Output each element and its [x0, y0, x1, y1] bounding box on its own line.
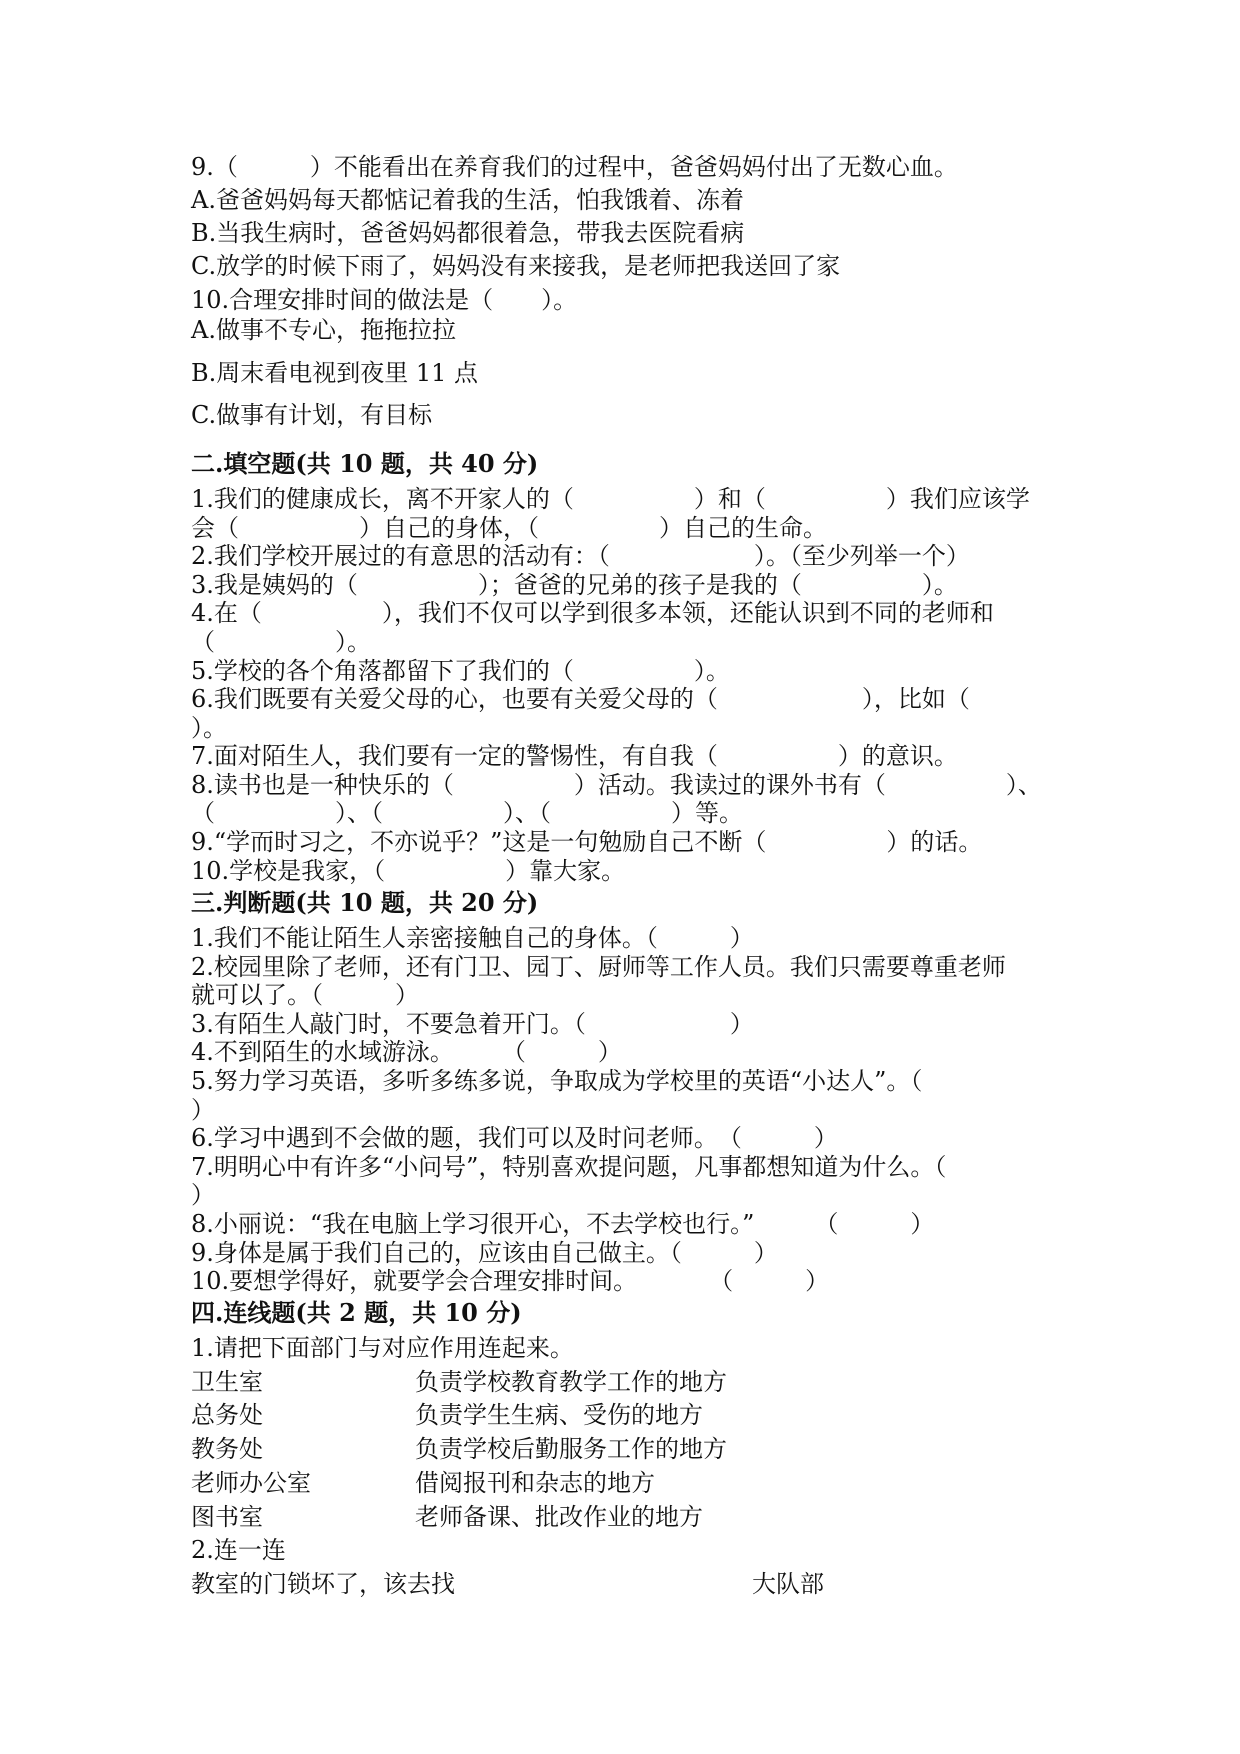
fill-line: 1.我们的健康成长，离不开家人的（ ）和（ ）我们应该学 — [191, 485, 1030, 513]
fill-line: 6.我们既要有关爱父母的心，也要有关爱父母的（ ），比如（ — [191, 685, 970, 713]
fill-line: 5.学校的各个角落都留下了我们的（ ）。 — [191, 657, 730, 685]
mc-q10-option-a: A.做事不专心，拖拖拉拉 — [191, 316, 456, 344]
judge-line: 3.有陌生人敲门时，不要急着开门。（ ） — [191, 1010, 754, 1038]
match-right-item: 负责学生生病、受伤的地方 — [415, 1401, 703, 1429]
match-right-item: 借阅报刊和杂志的地方 — [415, 1469, 655, 1497]
match-left-item: 图书室 — [191, 1503, 263, 1531]
judge-line: 7.明明心中有许多“小问号”，特别喜欢提问题，凡事都想知道为什么。（ — [191, 1153, 947, 1181]
match-left-item: 卫生室 — [191, 1368, 263, 1396]
mc-q10-option-c: C.做事有计划，有目标 — [191, 401, 433, 429]
judge-line: 1.我们不能让陌生人亲密接触自己的身体。（ ） — [191, 924, 754, 952]
fill-line: （ ）。 — [191, 628, 371, 656]
fill-line: 7.面对陌生人，我们要有一定的警惕性，有自我（ ）的意识。 — [191, 742, 958, 770]
match-q2-left-item: 教室的门锁坏了，该去找 — [191, 1570, 455, 1598]
match-q2-prompt: 2.连一连 — [191, 1536, 286, 1564]
judge-line: 6.学习中遇到不会做的题，我们可以及时问老师。 （ ） — [191, 1124, 838, 1152]
fill-line: 9.“学而时习之，不亦说乎？”这是一句勉励自己不断（ ）的话。 — [191, 828, 983, 856]
mc-q9-stem: 9.（ ）不能看出在养育我们的过程中，爸爸妈妈付出了无数心血。 — [191, 153, 958, 181]
judge-line: 就可以了。（ ） — [191, 981, 419, 1009]
judge-line: 5.努力学习英语，多听多练多说，争取成为学校里的英语“小达人”。（ — [191, 1067, 923, 1095]
judge-line: 8.小丽说：“我在电脑上学习很开心，不去学校也行。” （ ） — [191, 1210, 935, 1238]
mc-q9-option-a: A.爸爸妈妈每天都惦记着我的生活，怕我饿着、冻着 — [191, 186, 744, 214]
match-right-item: 负责学校教育教学工作的地方 — [415, 1368, 727, 1396]
fill-line: 2.我们学校开展过的有意思的活动有：（ ）。（至少列举一个） — [191, 542, 970, 570]
fill-line: ）。 — [191, 714, 227, 742]
mc-q10-stem: 10.合理安排时间的做法是（ ）。 — [191, 286, 578, 314]
match-q1-prompt: 1.请把下面部门与对应作用连起来。 — [191, 1334, 574, 1362]
fill-line: 3.我是姨妈的（ ）；爸爸的兄弟的孩子是我的（ ）。 — [191, 571, 958, 599]
fill-line: 10.学校是我家，（ ）靠大家。 — [191, 857, 626, 885]
fill-line: 4.在（ ），我们不仅可以学到很多本领，还能认识到不同的老师和 — [191, 599, 994, 627]
mc-q9-option-b: B.当我生病时，爸爸妈妈都很着急，带我去医院看病 — [191, 219, 745, 247]
match-left-item: 总务处 — [191, 1401, 263, 1429]
judge-line: 2.校园里除了老师，还有门卫、园丁、厨师等工作人员。我们只需要尊重老师 — [191, 953, 1006, 981]
match-q2-right-item: 大队部 — [752, 1570, 824, 1598]
judge-line: ） — [191, 1181, 215, 1209]
judge-line: 4.不到陌生的水域游泳。 （ ） — [191, 1038, 622, 1066]
fill-line: （ ）、（ ）、（ ）等。 — [191, 799, 743, 827]
mc-q10-option-b: B.周末看电视到夜里 11 点 — [191, 359, 479, 387]
judge-line: 9.身体是属于我们自己的，应该由自己做主。（ ） — [191, 1239, 778, 1267]
mc-q9-option-c: C.放学的时候下雨了，妈妈没有来接我，是老师把我送回了家 — [191, 252, 841, 280]
match-right-item: 老师备课、批改作业的地方 — [415, 1503, 703, 1531]
fill-line: 8.读书也是一种快乐的（ ）活动。我读过的课外书有（ ）、 — [191, 771, 1042, 799]
match-right-item: 负责学校后勤服务工作的地方 — [415, 1435, 727, 1463]
match-left-item: 教务处 — [191, 1435, 263, 1463]
judge-line: 10.要想学得好，就要学会合理安排时间。 （ ） — [191, 1267, 830, 1295]
match-left-item: 老师办公室 — [191, 1469, 311, 1497]
match-section-heading: 四.连线题(共 2 题，共 10 分) — [191, 1298, 522, 1327]
fill-line: 会（ ）自己的身体，（ ）自己的生命。 — [191, 514, 827, 542]
judge-line: ） — [191, 1096, 215, 1124]
fill-section-heading: 二.填空题(共 10 题，共 40 分) — [191, 449, 539, 478]
judge-section-heading: 三.判断题(共 10 题，共 20 分) — [191, 888, 539, 917]
